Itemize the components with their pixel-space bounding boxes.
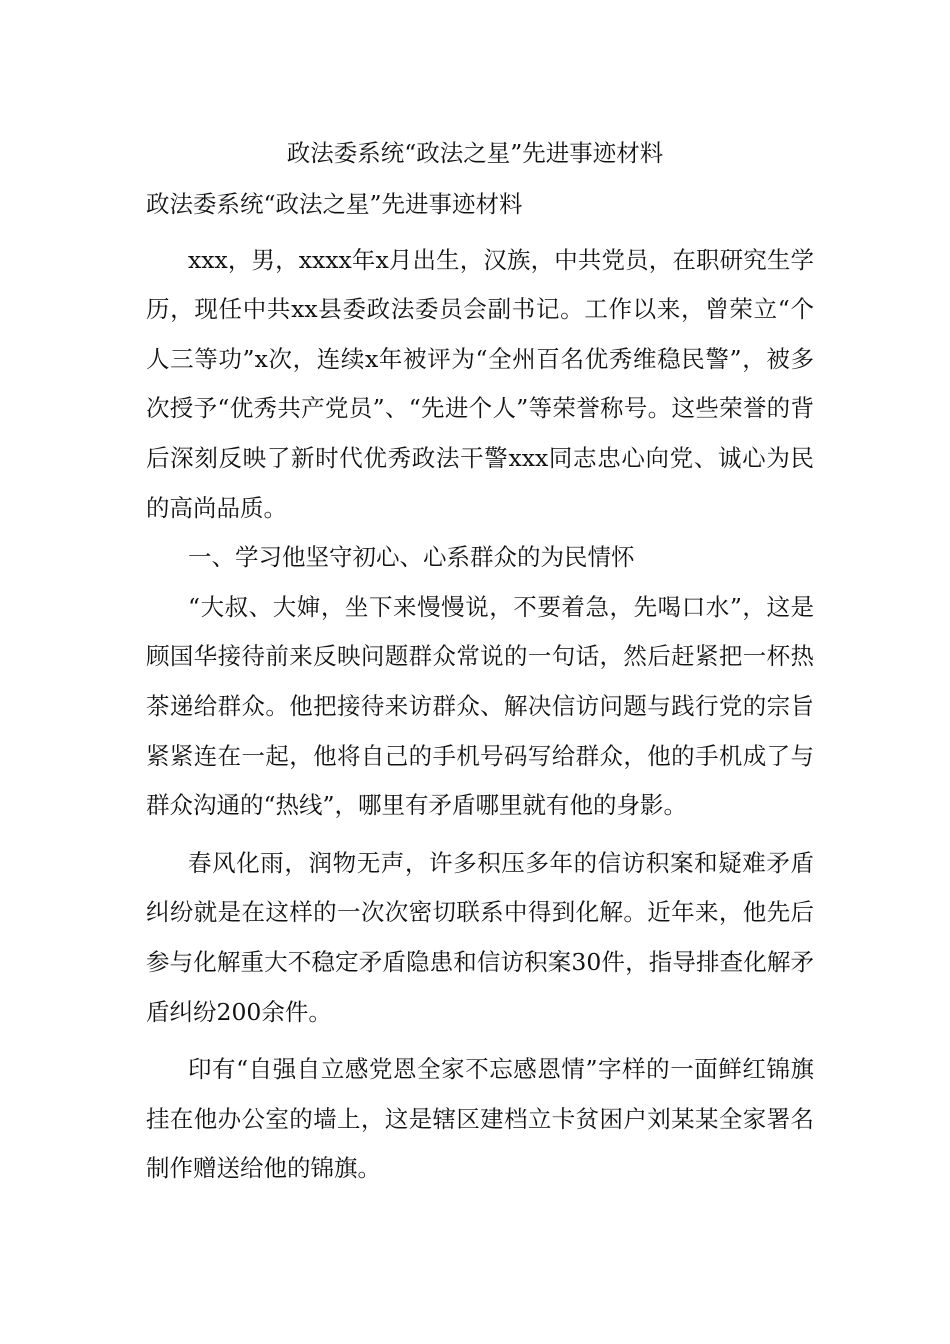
section-heading: 一、学习他坚守初心、心系群众的为民情怀 — [188, 543, 635, 572]
document-subtitle: 政法委系统“政法之星”先进事迹材料 — [146, 190, 523, 218]
paragraph-hotline: “大叔、大婶，坐下来慢慢说，不要着急，先喝口水”，这是顾国华接待前来反映问题群众常说的一句话，然后赶紧把一杯热茶递给群众。他把接待来访群众、解决信访问题与践行党的宗旨紧紧连在一起，他将自己的手机号码写给群众，他的手机成了与群众沟通的“热线”，哪里有矛盾哪里就有他的身影。 — [146, 592, 814, 820]
document-title: 政法委系统“政法之星”先进事迹材料 — [286, 139, 664, 167]
paragraph-banner: 印有“自强自立感党恩全家不忘感恩情”字样的一面鲜红锦旗挂在他办公室的墙上，这是辖区建档立卡贫困户刘某某全家署名制作赠送给他的锦旗。 — [146, 1055, 814, 1183]
document-body — [146, 180, 814, 1194]
paragraph-resolution: 春风化雨，润物无声，许多积压多年的信访积案和疑难矛盾纠纷就是在这样的一次次密切联系中得到化解。近年来，他先后参与化解重大不稳定矛盾隐患和信访积案30件，指导排查化解矛盾纠纷200余件。 — [146, 848, 814, 1026]
paragraph-intro: xxx，男，xxxx年x月出生，汉族，中共党员，在职研究生学历，现任中共xx县委政法委员会副书记。工作以来，曾荣立“个人三等功”x次，连续x年被评为“全州百名优秀维稳民警”，被多次授予“优秀共产党员”、“先进个人”等荣誉称号。这些荣誉的背后深刻反映了新时代优秀政法干警xxx同志忠心向党、诚心为民的高尚品质。 — [146, 245, 814, 522]
